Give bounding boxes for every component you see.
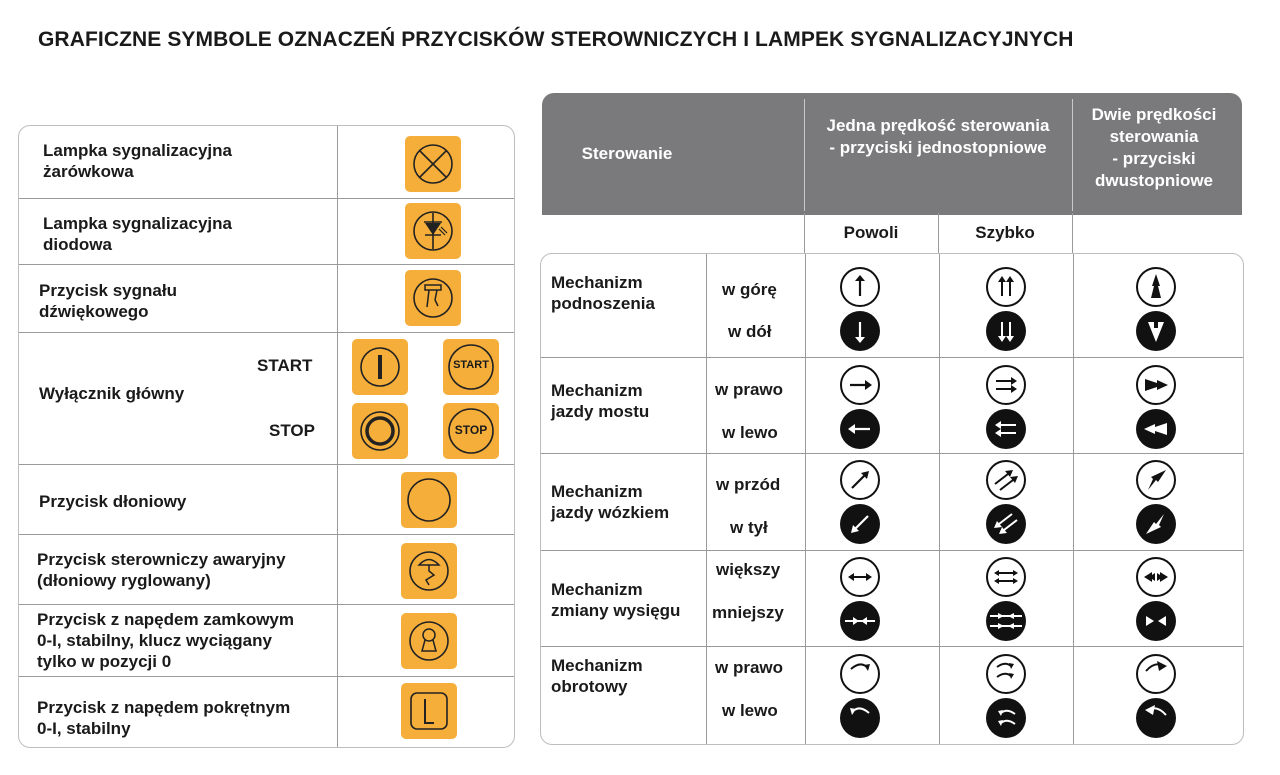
forward-arrow-icon [839, 459, 881, 501]
bulb-lamp-icon [405, 136, 461, 192]
direction-label: w tył [730, 518, 768, 537]
key-switch-icon [401, 613, 457, 669]
start-badge: START [453, 359, 489, 371]
horn-icon [405, 270, 461, 326]
two-speed-right-icon [1135, 364, 1177, 406]
row-label: Przycisk z napędem zamkowym 0-I, stabilny, klucz wyciągany tylko w pozycji 0 [37, 610, 295, 671]
direction-label: w lewo [722, 701, 778, 720]
direction-label: w dół [728, 322, 772, 341]
start-button-icon [443, 339, 499, 395]
page-title: GRAFICZNE SYMBOLE OZNACZEŃ PRZYCISKÓW STEROWNICZYCH I LAMPEK SYGNALIZACYJNYCH [38, 28, 1074, 51]
two-speed-backward-icon [1135, 503, 1177, 545]
down-arrow-icon [839, 310, 881, 352]
start-label: START [257, 356, 313, 375]
start-i-icon [352, 339, 408, 395]
row-label: Przycisk sygnału dźwiękowego [39, 281, 177, 321]
header-two-speeds: Dwie prędkości sterowania - przyciski dwustopniowe [1091, 105, 1217, 190]
direction-label: w przód [716, 475, 781, 494]
row-label: Lampka sygnalizacyjna diodowa [43, 214, 232, 254]
double-forward-arrow-icon [985, 459, 1027, 501]
row-label: Przycisk sterowniczy awaryjny (dłoniowy ryglowany) [37, 550, 286, 590]
table-row [19, 464, 514, 535]
control-symbols-table [18, 125, 515, 748]
table-row [541, 646, 1243, 745]
mechanism-label: Mechanizm jazdy wózkiem [551, 482, 670, 522]
row-label: Przycisk dłoniowy [39, 492, 187, 511]
direction-label: w lewo [722, 423, 778, 442]
double-backward-arrow-icon [985, 503, 1027, 545]
mechanism-label: Mechanizm jazdy mostu [551, 381, 650, 421]
header-one-speed: Jedna prędkość sterowania - przyciski jednostopniowe [826, 116, 1050, 157]
table-row [19, 126, 514, 198]
two-speed-down-icon [1135, 310, 1177, 352]
two-speed-up-icon [1135, 266, 1177, 308]
double-rotate-right-icon [985, 653, 1027, 695]
direction-label: w prawo [715, 380, 784, 399]
rotary-switch-icon [401, 683, 457, 739]
double-left-arrow-icon [985, 408, 1027, 450]
table-row [541, 357, 1243, 454]
table-row [19, 676, 514, 748]
two-speed-retract-icon [1135, 600, 1177, 642]
table-row [19, 198, 514, 265]
mechanism-label: Mechanizm podnoszenia [551, 273, 655, 313]
row-label: Wyłącznik główny [39, 384, 185, 403]
two-speed-forward-icon [1135, 459, 1177, 501]
diode-lamp-icon [405, 203, 461, 259]
retract-arrow-icon [839, 600, 881, 642]
direction-label: większy [716, 560, 781, 579]
rotate-left-arrow-icon [839, 697, 881, 739]
double-extend-arrow-icon [985, 556, 1027, 598]
backward-arrow-icon [839, 503, 881, 545]
table-row [541, 453, 1243, 551]
subheader-fast: Szybko [975, 223, 1035, 242]
direction-label: w górę [722, 280, 777, 299]
table-row [19, 534, 514, 605]
table-row [541, 254, 1243, 357]
double-up-arrow-icon [985, 266, 1027, 308]
table-header [542, 93, 1242, 215]
two-speed-rotate-left-icon [1135, 697, 1177, 739]
crane-control-table [540, 93, 1242, 743]
up-arrow-icon [839, 266, 881, 308]
stop-badge: STOP [454, 423, 488, 437]
right-arrow-icon [839, 364, 881, 406]
extend-arrow-icon [839, 556, 881, 598]
rotate-right-arrow-icon [839, 653, 881, 695]
two-speed-left-icon [1135, 408, 1177, 450]
mechanism-label: Mechanizm obrotowy [551, 656, 643, 696]
palm-button-icon [401, 472, 457, 528]
stop-label: STOP [269, 421, 315, 440]
emergency-button-icon [401, 543, 457, 599]
direction-label: mniejszy [712, 603, 784, 622]
table-row [19, 264, 514, 333]
subheader-slow: Powoli [843, 223, 899, 242]
double-down-arrow-icon [985, 310, 1027, 352]
table-row [19, 332, 514, 465]
stop-button-icon [443, 403, 499, 459]
left-arrow-icon [839, 408, 881, 450]
table-row [19, 604, 514, 677]
stop-o-icon [352, 403, 408, 459]
double-rotate-left-icon [985, 697, 1027, 739]
table-body [540, 253, 1244, 745]
two-speed-extend-icon [1135, 556, 1177, 598]
row-label: Przycisk z napędem pokrętnym 0-I, stabilny [37, 698, 291, 738]
direction-label: w prawo [715, 658, 784, 677]
table-row [541, 550, 1243, 647]
mechanism-label: Mechanizm zmiany wysięgu [551, 580, 681, 620]
row-label: Lampka sygnalizacyjna żarówkowa [43, 141, 232, 181]
two-speed-rotate-right-icon [1135, 653, 1177, 695]
double-retract-arrow-icon [985, 600, 1027, 642]
header-sterowanie: Sterowanie [581, 144, 673, 163]
double-right-arrow-icon [985, 364, 1027, 406]
